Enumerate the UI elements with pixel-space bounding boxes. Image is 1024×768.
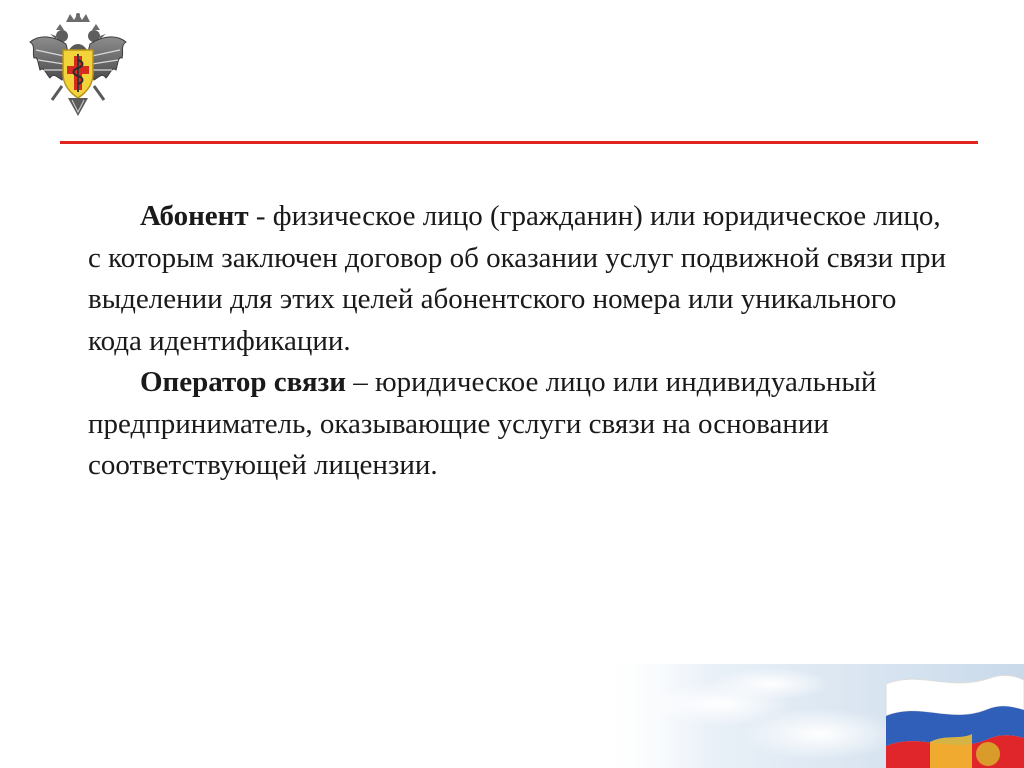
double-headed-eagle-emblem-icon	[26, 12, 130, 124]
definition-text: юридическое лицо или индивидуальный предприниматель, оказывающие услуги связи на основании соответствующей лицензии.	[88, 366, 877, 481]
definition-term: Оператор связи	[140, 366, 346, 398]
definitions-block	[88, 196, 948, 487]
russian-flag-icon	[886, 675, 1024, 768]
flag-decoration	[600, 664, 1024, 768]
header-divider	[60, 141, 978, 144]
definition-separator: –	[345, 366, 375, 398]
definition-operator	[88, 362, 948, 487]
definition-text: физическое лицо (гражданин) или юридическое лицо, с которым заключен договор об оказании услуг подвижной связи при выделении для этих целей абонентского номера или уникального кода идентификации.	[88, 200, 946, 357]
definition-subscriber	[88, 196, 948, 362]
definition-separator: -	[248, 200, 273, 232]
definition-term: Абонент	[140, 200, 249, 232]
